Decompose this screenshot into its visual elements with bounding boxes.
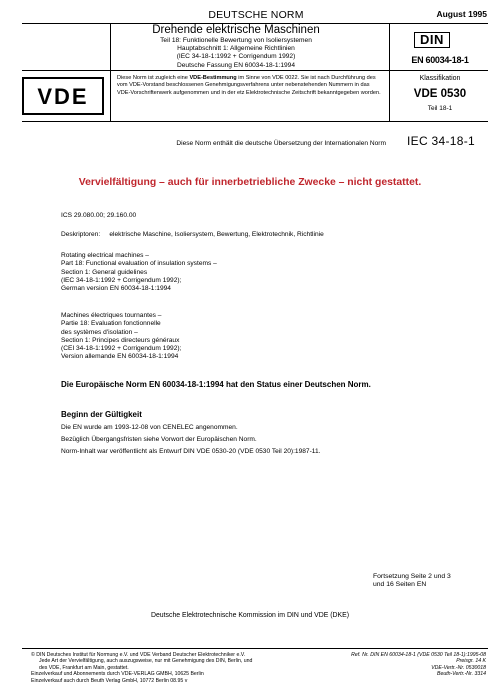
footer-rule (22, 648, 488, 649)
english-title-line-3: Section 1: General guidelines (61, 268, 148, 276)
title-block (85, 24, 387, 70)
subtitle-line-3: (IEC 34-18-1:1992 + Corrigendum 1992) (176, 53, 296, 61)
din-number: EN 60034-18-1 (411, 55, 469, 65)
klassifikation-label: Klassifikation (419, 75, 461, 82)
fortsetzung-line-1: Fortsetzung Seite 2 und 3 (373, 573, 451, 580)
status-statement: Die Europäische Norm EN 60034-18-1:1994 hat den Status einer Deutschen Norm. (61, 380, 371, 389)
deskriptoren: Deskriptoren: elektrische Maschine, Isoliersystem, Bewertung, Elektrotechnik, Richtlinie (61, 231, 324, 238)
english-title-block (61, 252, 217, 293)
footer-right (318, 652, 486, 678)
subtitle-line-1: Teil 18: Funktionelle Bewertung von Isoliersystemen (160, 37, 312, 44)
klassifikation-teil: Teil 18-1 (427, 105, 453, 112)
copy-warning: Vervielfältigung – auch für innerbetriebliche Zwecke – nicht gestattet. (78, 177, 422, 188)
french-title-line-1: Machines électriques tournantes – (61, 312, 162, 319)
french-title-block (61, 312, 181, 362)
french-title-line-4: Section 1: Principes directeurs généraux (61, 336, 180, 344)
gueltigkeit-line-3: Norm-Inhalt war veröffentlicht als Entwurf DIN VDE 0530-20 (VDE 0530 Teil 20):1987-11. (61, 448, 321, 455)
fortsetzung-line-2: und 16 Seiten EN (373, 581, 427, 589)
subtitle-line-4: Deutsche Fassung EN 60034-18-1:1994 (176, 61, 296, 69)
french-title-line-3: des systèmes d'isolation – (61, 328, 138, 336)
din-logo: DIN (414, 32, 450, 48)
notice-before: Diese Norm ist zugleich eine (117, 75, 190, 81)
footer-right-line-3: VDE-Vertr.-Nr. 0530018 (431, 664, 486, 671)
footer-right-line-2: Preisgr. 14 K (456, 658, 486, 665)
english-title-line-1: Rotating electrical machines – (61, 252, 149, 259)
footer-left-line-2: Jede Art der Vervielfältigung, auch auszugsweise, nur mit Genehmigung des DIN, Berlin, und (39, 658, 253, 665)
notice-bottom-rule (22, 121, 488, 122)
iec-number: IEC 34-18-1 (407, 134, 475, 148)
issue-date: August 1995 (436, 9, 487, 19)
fortsetzung (373, 573, 483, 590)
subtitle-line-2: Hauptabschnitt 1: Allgemeine Richtlinien (177, 45, 295, 53)
footer-left-line-5: Einzelverkauf auch durch Beuth Verlag GmbH, 10772 Berlin 08.95 v (31, 677, 188, 684)
header-rule (22, 70, 488, 71)
english-title-line-5: German version EN 60034-18-1:1994 (61, 285, 171, 293)
document-title: Drehende elektrische Maschinen (152, 24, 320, 36)
notice-after: im Sinne von VDE 0022. Sie ist nach Durchführung des vom VDE-Vorstand beschlossenen Genehmigungsverfahrens unter nebenstehenden Nummern in das VDE-Vorschriftenwerk aufgenommen und in der etz Elektrotechnische Zeitschrift bekanntgegeben worden. (117, 75, 381, 96)
kommission: Deutsche Elektrotechnische Kommission im DIN und VDE (DKE) (151, 612, 349, 619)
english-title-line-2: Part 18: Functional evaluation of insulation systems – (61, 260, 217, 268)
english-title-line-4: (IEC 34-18-1:1992 + Corrigendum 1992); (61, 276, 182, 284)
footer-left-line-1: © DIN Deutsches Institut für Normung e.V. und VDE Verband Deutscher Elektrotechniker e.V. (31, 652, 246, 658)
vde-logo (22, 77, 104, 115)
ics-codes: ICS 29.080.00; 29.160.00 (61, 212, 137, 219)
gueltigkeit-line-2: Bezüglich Übergangsfristen siehe Vorwort der Europäischen Norm. (61, 436, 257, 443)
footer-right-line-4: Beuth-Vertr.-Nr. 3314 (436, 671, 486, 678)
footer-left (31, 652, 291, 684)
title-divider-right (389, 23, 390, 121)
footer-left-line-3: des VDE, Frankfurt am Main, gestattet. (39, 664, 129, 671)
standard-type: DEUTSCHE NORM (208, 9, 304, 21)
french-title-line-2: Partie 18: Evaluation fonctionnelle (61, 320, 161, 328)
gueltigkeit-heading: Beginn der Gültigkeit (61, 410, 142, 419)
french-title-line-6: Version allemande EN 60034-18-1:1994 (61, 353, 179, 361)
footer-left-line-4: Einzelverkauf und Abonnements durch VDE-VERLAG GMBH, 10625 Berlin (31, 671, 204, 678)
iec-note: Diese Norm enthält die deutsche Übersetzung der Internationalen Norm (176, 140, 386, 147)
footer-right-line-1: Ref. Nr. DIN EN 60034-18-1 (VDE 0530 Teil 18-1):1995-08 (351, 652, 486, 658)
gueltigkeit-line-1: Die EN wurde am 1993-12-08 von CENELEC angenommen. (61, 424, 238, 431)
notice-bold: VDE-Bestimmung (189, 75, 237, 81)
vde-logo-text: VDE (37, 84, 89, 109)
vde-notice (117, 75, 383, 97)
klassifikation-value: VDE 0530 (413, 88, 467, 100)
french-title-line-5: (CEI 34-18-1:1992 + Corrigendum 1992); (61, 345, 182, 353)
